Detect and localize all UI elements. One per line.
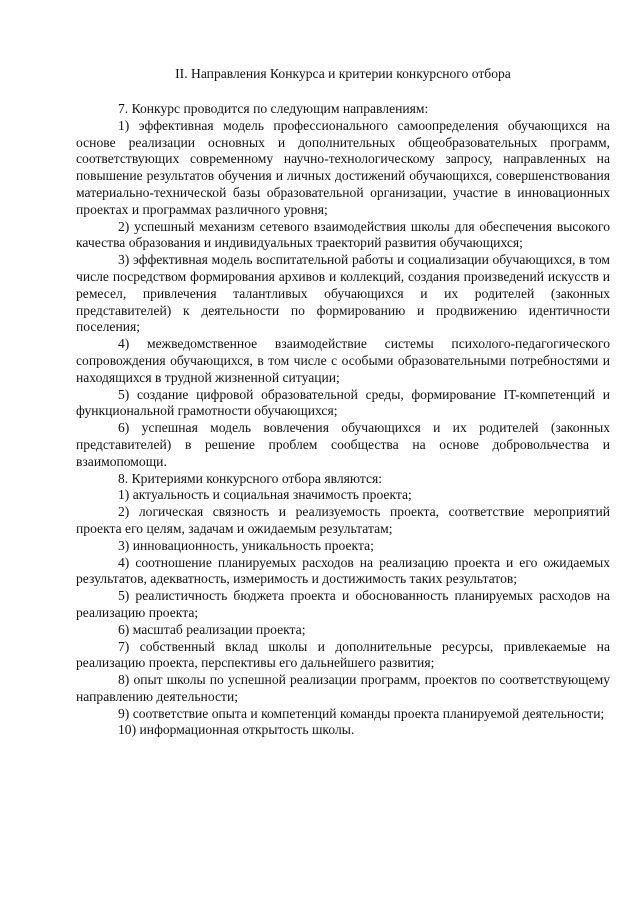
paragraph: 8) опыт школы по успешной реализации программ, проектов по соответствующему направлению деятельности;: [76, 672, 610, 704]
paragraph: 7) собственный вклад школы и дополнительные ресурсы, привлекаемые на реализацию проекта, перспективы его дальнейшего развития;: [76, 638, 610, 671]
paragraph: 3) инновационность, уникальность проекта;: [118, 537, 374, 553]
paragraph: 1) актуальность и социальная значимость проекта;: [118, 487, 412, 503]
paragraph: 1) эффективная модель профессионального самоопределения обучающихся на основе реализации основных и дополнительных общеобразовательных программ, соответствующих современному научно-технологическому запросу, направленных на повышение результатов обучения и личных достижений обучающихся, совершенствования материально-технической базы образовательной организации, участие в инновационных проектах и программах различного уровня;: [76, 117, 610, 217]
paragraph: 6) успешная модель вовлечения обучающихся и их родителей (законных представителей) в решение проблем сообщества на основе добровольчества и взаимопомощи.: [76, 420, 610, 469]
paragraph: 3) эффективная модель воспитательной работы и социализации обучающихся, в том числе посредством формирования архивов и коллекций, создания произведений искусств и ремесел, привлечения талантливых обучающихся и их родителей (законных представителей) к деятельности по формированию и продвижению идентичности поселения;: [76, 252, 610, 335]
paragraph: 2) логическая связность и реализуемость проекта, соответствие мероприятий проекта его целям, задачам и ожидаемым результатам;: [76, 504, 610, 536]
paragraph: 4) межведомственное взаимодействие системы психолого-педагогического сопровождения обучающихся, в том числе с особыми образовательными потребностями и находящихся в трудной жизненной ситуации;: [76, 336, 610, 385]
paragraph: 4) соотношение планируемых расходов на реализацию проекта и его ожидаемых результатов, адекватность, измеримость и достижимость таких результатов;: [76, 554, 610, 587]
paragraph: 2) успешный механизм сетевого взаимодействия школы для обеспечения высокого качества образования и индивидуальных траекторий развития обучающихся;: [76, 218, 610, 251]
paragraph: 7. Конкурс проводится по следующим направлениям:: [118, 101, 429, 116]
paragraph: 5) реалистичность бюджета проекта и обоснованность планируемых расходов на реализацию проекта;: [76, 588, 610, 620]
document-body: [76, 101, 610, 739]
paragraph: 9) соответствие опыта и компетенций команды проекта планируемой деятельности;: [118, 705, 605, 721]
paragraph: 8. Критериями конкурсного отбора являются:: [118, 470, 383, 486]
paragraph: 6) масштаб реализации проекта;: [118, 621, 306, 637]
paragraph: 10) информационная открытость школы.: [118, 722, 355, 738]
paragraph: 5) создание цифровой образовательной среды, формирование IT-компетенций и функциональной грамотности обучающихся;: [76, 386, 610, 419]
section-title: II. Направления Конкурса и критерии конкурсного отбора: [175, 66, 511, 81]
